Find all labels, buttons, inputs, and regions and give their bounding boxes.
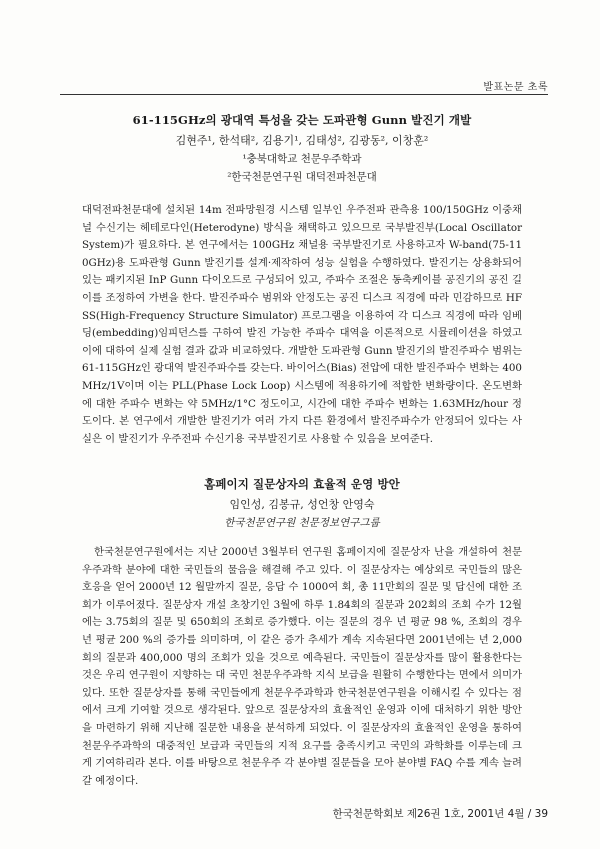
paper1-authors: 김현주¹, 한석태², 김용기¹, 김태성², 김광동², 이창훈² [175, 134, 429, 147]
paper2-block [82, 476, 522, 790]
header-rule [60, 94, 548, 95]
paper2-affiliation: 한국천문연구원 천문정보연구그룹 [224, 517, 380, 529]
paper1-title: 61-115GHz의 광대역 특성을 갖는 도파관형 Gunn 발진기 개발 [132, 113, 472, 127]
paper1-abstract: 대덕전파천문대에 설치된 14m 전파망원경 시스템 일부인 우주전파 관측용 100/150GHz 이중채널 수신기는 헤테로다인(Heterodyne) 방식을 채택하고 있으므로 국부발진부(Local Oscillator System)가 필요하다. 본 연구에서는 100GHz 채널용 국부발진기로 사용하고자 W-band(75-110GHz)용 도파관형 Gunn 발진기를 설계·제작하여 성능 실험을 수행하였다. 발진기는 상용화되어 있는 패키지된 InP Gunn 다이오드로 구성되어 있고, 주파수 조절은 동축케이블 공진기의 공진 길이를 조정하여 가변을 한다. 발진주파수 범위와 안정도는 공진 디스크 직경에 따라 민감하므로 HFSS(High-Frequency Structure Simulator) 프로그램을 이용하여 각 디스크 직경에 따라 임베딩(embedding)임피던스를 구하여 발진 가능한 주파수 대역을 이론적으로 시뮬레이션을 하였고 이에 대하여 실제 실험 결과 값과 비교하였다. 개발한 도파관형 Gunn 발진기의 발진주파수 범위는 61-115GHz인 광대역 발진주파수를 갖는다. 바이어스(Bias) 전압에 대한 발진주파수 변화는 400MHz/1V이며 이는 PLL(Phase Lock Loop) 시스템에 적용하기에 적합한 변화량이다. 온도변화에 대한 주파수 변화는 약 5MHz/1°C 정도이고, 시간에 대한 주파수 변화는 1.63MHz/hour 정도이다. 본 연구에서 개발한 발진기가 여러 가지 다른 환경에서 발진주파수가 안정되어 있다는 사실은 이 발진기가 우주전파 수신기용 국부발진기로 사용할 수 있음을 보여준다. [82, 204, 522, 445]
paper2-abstract: 한국천문연구원에서는 지난 2000년 3월부터 연구원 홈페이지에 질문상자 난을 개설하여 천문우주과학 분야에 대한 국민들의 물음을 해결해 주고 있다. 이 질문상자는 예상외로 국민들의 많은 호응을 얻어 2000년 12 월말까지 질문, 응답 수 1000여 회, 총 11만회의 질문 및 답신에 대한 조회가 이루어졌다. 질문상자 개설 초창기인 3월에 하루 1.84회의 질문과 202회의 조회 수가 12월에는 3.75회의 질문 및 650회의 조회로 증가했다. 이는 질문의 경우 년 평균 98 %, 조회의 경우 년 평균 200 %의 증가를 의미하며, 이 같은 증가 추세가 계속 지속된다면 2001년에는 년 2,000회의 질문과 400,000 명의 조회가 있을 것으로 예측된다. 국민들이 질문상자를 많이 활용한다는 것은 우리 연구원이 지향하는 대 국민 천문우주과학 지식 보급을 원활히 수행한다는 면에서 의미가 있다. 또한 질문상자를 통해 국민들에게 천문우주과학과 한국천문연구원을 이해시킬 수 있다는 점에서 크게 기여할 것으로 생각된다. 앞으로 질문상자의 효율적인 운영과 이에 대처하기 위한 방안을 마련하기 위해 지난해 질문한 내용을 분석하게 되었다. 이 질문상자의 효율적인 운영을 통하여 천문우주과학의 대중적인 보급과 국민들의 지적 요구를 충족시키고 국민의 과학화를 이루는데 크게 기여하리라 본다. 이를 바탕으로 천문우주 각 분야별 질문들을 모아 분야별 FAQ 수를 계속 늘려갈 예정이다. [82, 546, 522, 787]
paper1-affiliation2: ²한국천문연구원 대덕전파천문대 [227, 171, 377, 183]
paper2-authors: 임인성, 김봉규, 성언창 안영숙 [229, 498, 375, 511]
page-footer-citation: 한국천문학회보 제26권 1호, 2001년 4월 / 39 [332, 808, 548, 820]
paper1-affiliation1: ¹충북대학교 천문우주학과 [242, 153, 362, 165]
paper2-title: 홈페이지 질문상자의 효율적 운영 방안 [204, 477, 400, 491]
paper1-block [82, 112, 522, 448]
section-label: 발표논문 초록 [483, 82, 548, 93]
